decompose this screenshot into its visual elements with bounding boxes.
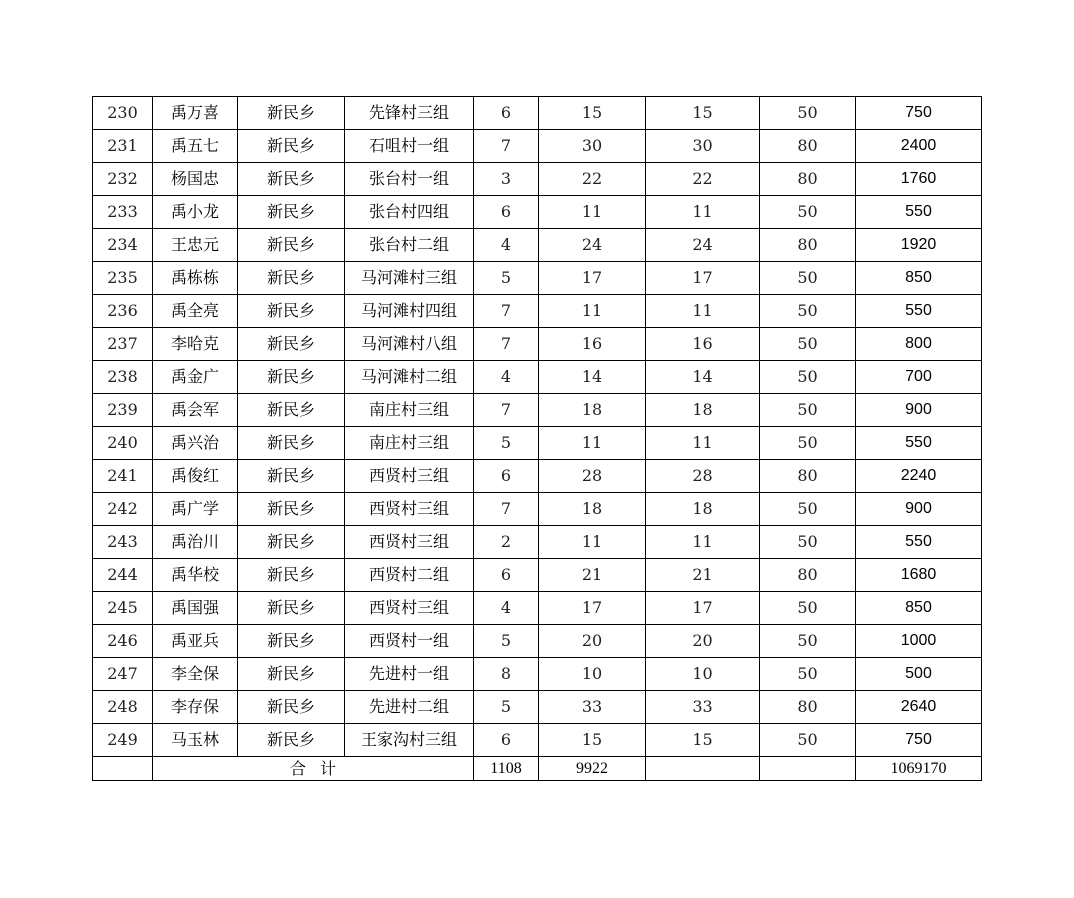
- total-blank-cell: [760, 757, 856, 781]
- area-cell: 15: [539, 97, 646, 130]
- rate-cell: 50: [760, 394, 856, 427]
- table-row: [93, 394, 982, 427]
- township-cell: 新民乡: [238, 229, 345, 262]
- village-group-cell: 马河滩村三组: [345, 262, 474, 295]
- village-group-cell: 西贤村三组: [345, 526, 474, 559]
- row-number-cell: 233: [93, 196, 153, 229]
- subsidized-area-cell: 18: [646, 493, 760, 526]
- amount-cell: 700: [856, 361, 982, 394]
- total-blank-cell: [646, 757, 760, 781]
- row-number-cell: 249: [93, 724, 153, 757]
- household-name-cell: 禹国强: [153, 592, 238, 625]
- village-group-cell: 马河滩村二组: [345, 361, 474, 394]
- subsidized-area-cell: 16: [646, 328, 760, 361]
- area-cell: 18: [539, 394, 646, 427]
- household-name-cell: 王忠元: [153, 229, 238, 262]
- township-cell: 新民乡: [238, 130, 345, 163]
- row-number-cell: 243: [93, 526, 153, 559]
- area-cell: 11: [539, 526, 646, 559]
- amount-cell: 1000: [856, 625, 982, 658]
- village-group-cell: 西贤村三组: [345, 493, 474, 526]
- subsidized-area-cell: 11: [646, 427, 760, 460]
- amount-cell: 800: [856, 328, 982, 361]
- table-row: [93, 163, 982, 196]
- subsidized-area-cell: 24: [646, 229, 760, 262]
- rate-cell: 50: [760, 97, 856, 130]
- table-row: [93, 691, 982, 724]
- household-name-cell: 李哈克: [153, 328, 238, 361]
- amount-cell: 900: [856, 394, 982, 427]
- row-number-cell: 238: [93, 361, 153, 394]
- people-count-cell: 6: [474, 97, 539, 130]
- rate-cell: 50: [760, 262, 856, 295]
- township-cell: 新民乡: [238, 361, 345, 394]
- amount-cell: 500: [856, 658, 982, 691]
- table-row: [93, 493, 982, 526]
- subsidized-area-cell: 33: [646, 691, 760, 724]
- household-name-cell: 李全保: [153, 658, 238, 691]
- amount-cell: 550: [856, 427, 982, 460]
- people-count-cell: 7: [474, 493, 539, 526]
- people-count-cell: 4: [474, 361, 539, 394]
- people-count-cell: 7: [474, 130, 539, 163]
- village-group-cell: 石咀村一组: [345, 130, 474, 163]
- area-cell: 33: [539, 691, 646, 724]
- rate-cell: 80: [760, 559, 856, 592]
- rate-cell: 50: [760, 361, 856, 394]
- table-row: [93, 658, 982, 691]
- household-name-cell: 杨国忠: [153, 163, 238, 196]
- household-name-cell: 禹万喜: [153, 97, 238, 130]
- people-count-cell: 6: [474, 196, 539, 229]
- township-cell: 新民乡: [238, 427, 345, 460]
- row-number-cell: 241: [93, 460, 153, 493]
- subsidized-area-cell: 11: [646, 295, 760, 328]
- amount-cell: 550: [856, 295, 982, 328]
- area-cell: 21: [539, 559, 646, 592]
- people-count-cell: 6: [474, 559, 539, 592]
- row-number-cell: 245: [93, 592, 153, 625]
- township-cell: 新民乡: [238, 526, 345, 559]
- village-group-cell: 马河滩村八组: [345, 328, 474, 361]
- rate-cell: 80: [760, 163, 856, 196]
- row-number-cell: 230: [93, 97, 153, 130]
- area-cell: 15: [539, 724, 646, 757]
- subsidized-area-cell: 11: [646, 526, 760, 559]
- row-number-cell: 246: [93, 625, 153, 658]
- household-name-cell: 禹亚兵: [153, 625, 238, 658]
- people-count-cell: 8: [474, 658, 539, 691]
- rate-cell: 80: [760, 229, 856, 262]
- subsidized-area-cell: 17: [646, 262, 760, 295]
- amount-cell: 900: [856, 493, 982, 526]
- village-group-cell: 西贤村三组: [345, 592, 474, 625]
- amount-cell: 850: [856, 262, 982, 295]
- people-count-cell: 2: [474, 526, 539, 559]
- subsidized-area-cell: 17: [646, 592, 760, 625]
- people-count-cell: 7: [474, 394, 539, 427]
- amount-cell: 1920: [856, 229, 982, 262]
- table-row: [93, 460, 982, 493]
- table-row: [93, 295, 982, 328]
- village-group-cell: 西贤村一组: [345, 625, 474, 658]
- township-cell: 新民乡: [238, 691, 345, 724]
- village-group-cell: 王家沟村三组: [345, 724, 474, 757]
- subsidized-area-cell: 20: [646, 625, 760, 658]
- rate-cell: 80: [760, 130, 856, 163]
- amount-cell: 2400: [856, 130, 982, 163]
- village-group-cell: 先进村一组: [345, 658, 474, 691]
- amount-cell: 1760: [856, 163, 982, 196]
- township-cell: 新民乡: [238, 592, 345, 625]
- row-number-cell: 244: [93, 559, 153, 592]
- row-number-cell: 232: [93, 163, 153, 196]
- township-cell: 新民乡: [238, 262, 345, 295]
- subsidized-area-cell: 11: [646, 196, 760, 229]
- area-cell: 17: [539, 592, 646, 625]
- subsidized-area-cell: 28: [646, 460, 760, 493]
- household-name-cell: 禹全亮: [153, 295, 238, 328]
- village-group-cell: 西贤村三组: [345, 460, 474, 493]
- amount-cell: 1680: [856, 559, 982, 592]
- township-cell: 新民乡: [238, 394, 345, 427]
- amount-cell: 2640: [856, 691, 982, 724]
- township-cell: 新民乡: [238, 724, 345, 757]
- table-row: [93, 592, 982, 625]
- subsidized-area-cell: 30: [646, 130, 760, 163]
- people-count-cell: 7: [474, 328, 539, 361]
- people-count-cell: 3: [474, 163, 539, 196]
- rate-cell: 50: [760, 625, 856, 658]
- row-number-cell: 242: [93, 493, 153, 526]
- rate-cell: 50: [760, 427, 856, 460]
- subsidized-area-cell: 15: [646, 724, 760, 757]
- household-name-cell: 马玉林: [153, 724, 238, 757]
- people-count-cell: 7: [474, 295, 539, 328]
- area-cell: 24: [539, 229, 646, 262]
- table-row: [93, 130, 982, 163]
- row-number-cell: 237: [93, 328, 153, 361]
- people-count-cell: 4: [474, 229, 539, 262]
- rate-cell: 50: [760, 295, 856, 328]
- table-row: [93, 625, 982, 658]
- row-number-cell: 239: [93, 394, 153, 427]
- household-name-cell: 禹金广: [153, 361, 238, 394]
- subsidized-area-cell: 10: [646, 658, 760, 691]
- total-label: 合计: [153, 757, 474, 781]
- area-cell: 20: [539, 625, 646, 658]
- total-amount: 1069170: [856, 757, 982, 781]
- household-name-cell: 李存保: [153, 691, 238, 724]
- village-group-cell: 先锋村三组: [345, 97, 474, 130]
- village-group-cell: 张台村一组: [345, 163, 474, 196]
- township-cell: 新民乡: [238, 658, 345, 691]
- area-cell: 11: [539, 295, 646, 328]
- area-cell: 30: [539, 130, 646, 163]
- subsidized-area-cell: 15: [646, 97, 760, 130]
- table-row: [93, 196, 982, 229]
- total-blank-cell: [93, 757, 153, 781]
- household-name-cell: 禹栋栋: [153, 262, 238, 295]
- amount-cell: 750: [856, 97, 982, 130]
- total-people: 1108: [474, 757, 539, 781]
- rate-cell: 50: [760, 724, 856, 757]
- total-row: [93, 757, 982, 781]
- household-name-cell: 禹俊红: [153, 460, 238, 493]
- subsidized-area-cell: 18: [646, 394, 760, 427]
- area-cell: 11: [539, 427, 646, 460]
- table-row: [93, 361, 982, 394]
- people-count-cell: 5: [474, 625, 539, 658]
- area-cell: 17: [539, 262, 646, 295]
- village-group-cell: 南庄村三组: [345, 427, 474, 460]
- table-row: [93, 97, 982, 130]
- subsidized-area-cell: 14: [646, 361, 760, 394]
- people-count-cell: 5: [474, 427, 539, 460]
- household-name-cell: 禹广学: [153, 493, 238, 526]
- household-name-cell: 禹会军: [153, 394, 238, 427]
- subsidized-area-cell: 21: [646, 559, 760, 592]
- village-group-cell: 先进村二组: [345, 691, 474, 724]
- table-row: [93, 229, 982, 262]
- row-number-cell: 248: [93, 691, 153, 724]
- row-number-cell: 240: [93, 427, 153, 460]
- row-number-cell: 235: [93, 262, 153, 295]
- village-group-cell: 马河滩村四组: [345, 295, 474, 328]
- rate-cell: 50: [760, 196, 856, 229]
- area-cell: 18: [539, 493, 646, 526]
- household-subsidy-table: [92, 96, 982, 781]
- amount-cell: 850: [856, 592, 982, 625]
- amount-cell: 750: [856, 724, 982, 757]
- township-cell: 新民乡: [238, 196, 345, 229]
- total-area: 9922: [539, 757, 646, 781]
- household-name-cell: 禹兴治: [153, 427, 238, 460]
- table-body: [93, 97, 982, 757]
- township-cell: 新民乡: [238, 97, 345, 130]
- people-count-cell: 6: [474, 724, 539, 757]
- township-cell: 新民乡: [238, 295, 345, 328]
- rate-cell: 50: [760, 493, 856, 526]
- table-row: [93, 559, 982, 592]
- rate-cell: 50: [760, 592, 856, 625]
- people-count-cell: 5: [474, 262, 539, 295]
- table-row: [93, 427, 982, 460]
- table-row: [93, 262, 982, 295]
- township-cell: 新民乡: [238, 460, 345, 493]
- row-number-cell: 247: [93, 658, 153, 691]
- township-cell: 新民乡: [238, 493, 345, 526]
- subsidized-area-cell: 22: [646, 163, 760, 196]
- people-count-cell: 4: [474, 592, 539, 625]
- rate-cell: 80: [760, 691, 856, 724]
- people-count-cell: 6: [474, 460, 539, 493]
- amount-cell: 550: [856, 196, 982, 229]
- area-cell: 10: [539, 658, 646, 691]
- area-cell: 14: [539, 361, 646, 394]
- table-row: [93, 526, 982, 559]
- household-name-cell: 禹治川: [153, 526, 238, 559]
- area-cell: 11: [539, 196, 646, 229]
- amount-cell: 2240: [856, 460, 982, 493]
- amount-cell: 550: [856, 526, 982, 559]
- table-row: [93, 328, 982, 361]
- rate-cell: 50: [760, 526, 856, 559]
- row-number-cell: 231: [93, 130, 153, 163]
- village-group-cell: 张台村二组: [345, 229, 474, 262]
- row-number-cell: 236: [93, 295, 153, 328]
- people-count-cell: 5: [474, 691, 539, 724]
- table-row: [93, 724, 982, 757]
- village-group-cell: 西贤村二组: [345, 559, 474, 592]
- village-group-cell: 张台村四组: [345, 196, 474, 229]
- row-number-cell: 234: [93, 229, 153, 262]
- household-name-cell: 禹华校: [153, 559, 238, 592]
- township-cell: 新民乡: [238, 163, 345, 196]
- township-cell: 新民乡: [238, 328, 345, 361]
- household-name-cell: 禹小龙: [153, 196, 238, 229]
- household-name-cell: 禹五七: [153, 130, 238, 163]
- area-cell: 22: [539, 163, 646, 196]
- township-cell: 新民乡: [238, 559, 345, 592]
- rate-cell: 50: [760, 328, 856, 361]
- village-group-cell: 南庄村三组: [345, 394, 474, 427]
- rate-cell: 50: [760, 658, 856, 691]
- rate-cell: 80: [760, 460, 856, 493]
- area-cell: 16: [539, 328, 646, 361]
- area-cell: 28: [539, 460, 646, 493]
- township-cell: 新民乡: [238, 625, 345, 658]
